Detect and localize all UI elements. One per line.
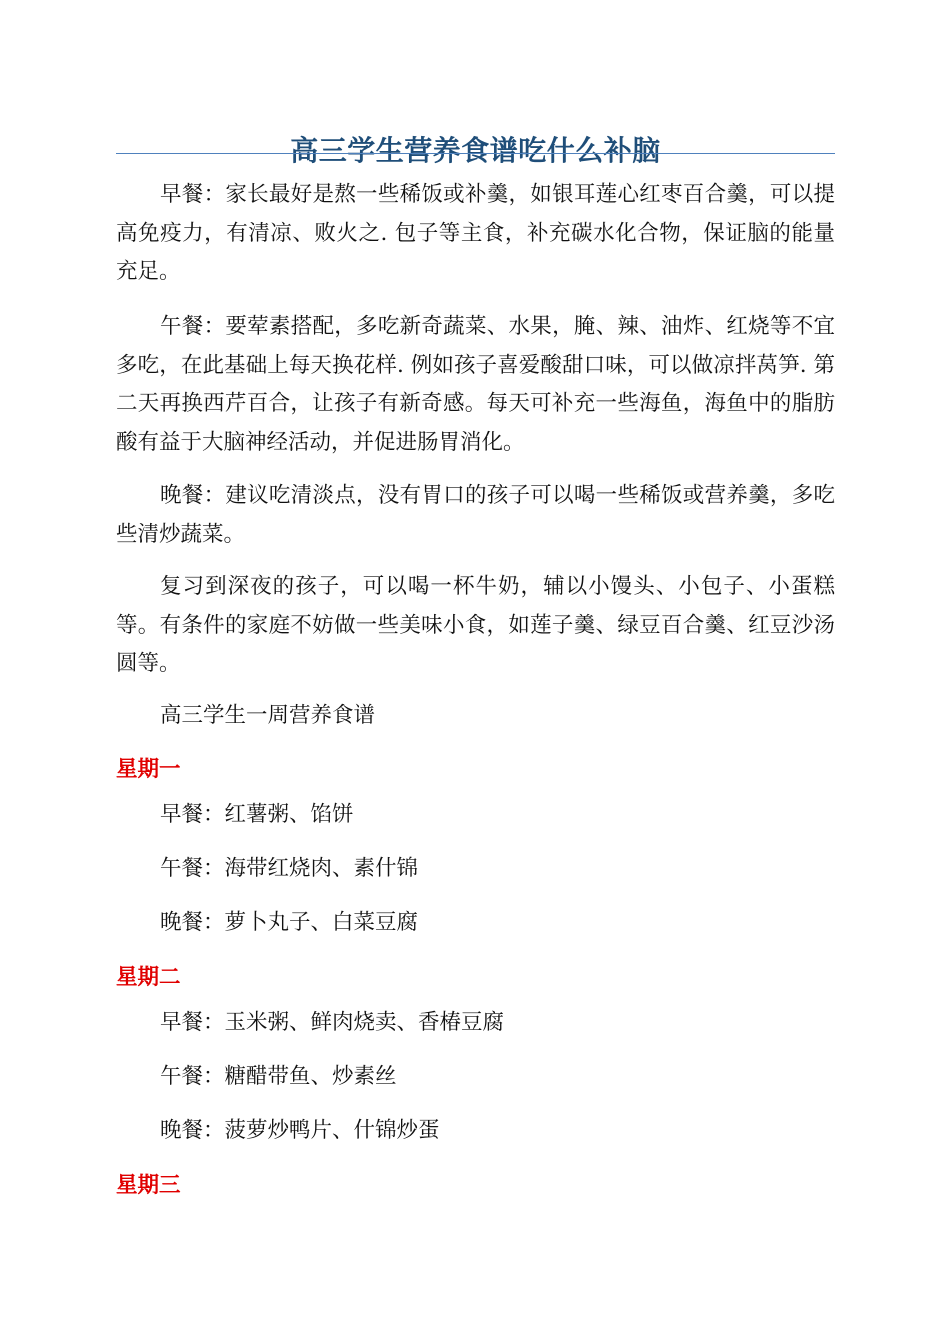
paragraph-dinner: 晚餐：建议吃清淡点，没有胃口的孩子可以喝一些稀饭或营养羹，多吃些清炒蔬菜。 [116,483,835,547]
tuesday-lunch: 午餐：糖醋带鱼、炒素丝 [160,1064,397,1089]
day-heading-wednesday: 星期三 [116,1173,181,1198]
weekly-menu-heading: 高三学生一周营养食谱 [160,703,376,728]
tuesday-dinner: 晚餐：菠萝炒鸭片、什锦炒蛋 [160,1118,440,1143]
paragraph-late-night: 复习到深夜的孩子，可以喝一杯牛奶，辅以小馒头、小包子、小蛋糕等。有条件的家庭不妨做一些美味小食，如莲子羹、绿豆百合羹、红豆沙汤圆等。 [116,574,835,676]
monday-breakfast: 早餐：红薯粥、馅饼 [160,802,354,827]
monday-lunch: 午餐：海带红烧肉、素什锦 [160,856,419,881]
document-title: 高三学生营养食谱吃什么补脑 [290,133,661,167]
paragraph-breakfast: 早餐：家长最好是熬一些稀饭或补羹，如银耳莲心红枣百合羹，可以提高免疫力，有清凉、败火之. 包子等主食，补充碳水化合物，保证脑的能量充足。 [116,182,835,284]
paragraph-lunch: 午餐：要荤素搭配，多吃新奇蔬菜、水果，腌、辣、油炸、红烧等不宜多吃，在此基础上每天换花样. 例如孩子喜爱酸甜口味，可以做凉拌莴笋. 第二天再换西芹百合，让孩子有新奇感。每天可补充一些海鱼，海鱼中的脂肪酸有益于大脑神经活动，并促进肠胃消化。 [116,314,835,455]
monday-dinner: 晚餐：萝卜丸子、白菜豆腐 [160,910,419,935]
tuesday-breakfast: 早餐：玉米粥、鲜肉烧卖、香椿豆腐 [160,1010,505,1035]
title-underline [116,153,835,154]
day-heading-tuesday: 星期二 [116,965,181,990]
day-heading-monday: 星期一 [116,757,181,782]
